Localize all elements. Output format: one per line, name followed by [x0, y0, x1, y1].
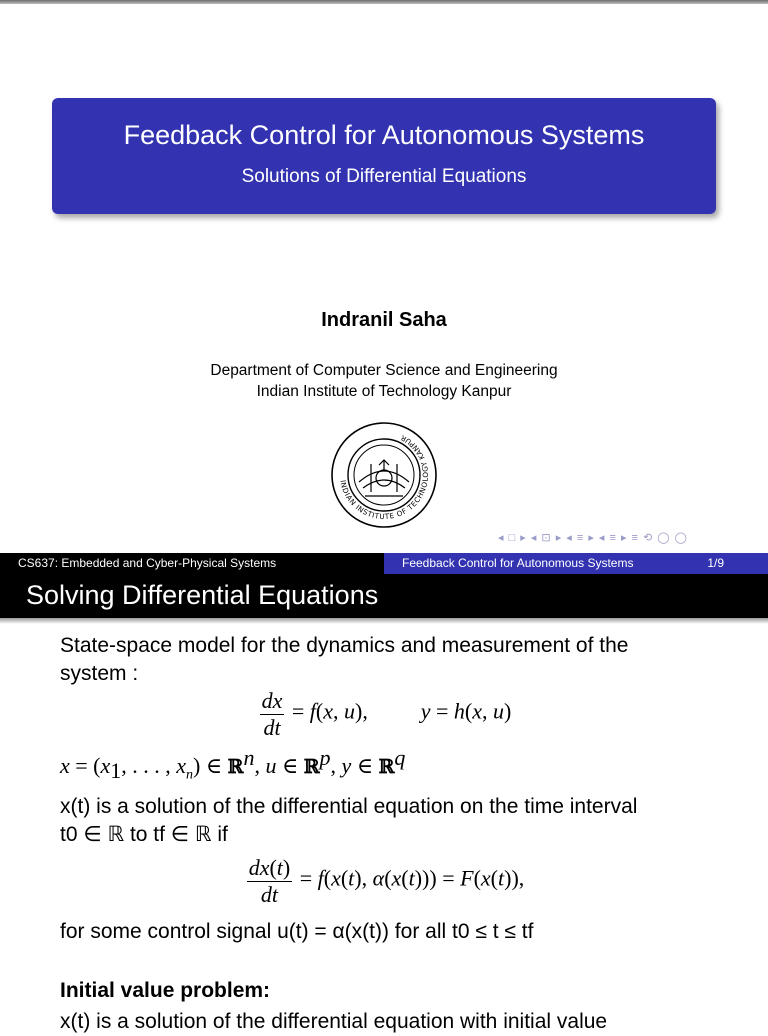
ivp-heading: Initial value problem:	[60, 979, 271, 1002]
frame-title-shadow	[0, 618, 768, 624]
svg-text:INDIAN INSTITUTE OF TECHNOLOGY: INDIAN INSTITUTE OF TECHNOLOGY KANPUR	[338, 433, 431, 522]
iit-kanpur-logo	[329, 420, 439, 530]
institute: Indian Institute of Technology Kanpur	[256, 383, 512, 400]
course-name: CS637: Embedded and Cyber-Physical Systems	[0, 553, 384, 574]
beamer-navigation-bar[interactable]: ◂ □ ▸ ◂ ⊡ ▸ ◂ ≡ ▸ ◂ ≡ ▸ ≡ ⟲ ◯ ◯	[498, 532, 688, 544]
page-number: 1/9	[707, 556, 724, 570]
title-block	[52, 98, 716, 214]
footline-right	[384, 553, 768, 574]
text-line-4: t0 ∈ ℝ to tf ∈ ℝ if	[60, 823, 228, 846]
text-line-6: x(t) is a solution of the differential equation with initial value	[60, 1010, 608, 1033]
author-name: Indranil Saha	[321, 309, 447, 331]
presentation-subtitle: Solutions of Differential Equations	[241, 166, 527, 187]
department: Department of Computer Science and Engineering	[210, 362, 558, 379]
slide-footline	[0, 553, 768, 574]
short-title: Feedback Control for Autonomous Systems	[402, 556, 634, 570]
state-space-equation: $\frac{dx}{dt}$ = f(x, u), y = h(x, u)	[261, 688, 512, 740]
text-line-3: x(t) is a solution of the differential equation on the time interval	[60, 795, 638, 818]
solution-equation: $\frac{dx(t)}{dt}$ = f(x(t), α(x(t))) = F(x(t)),	[248, 855, 525, 907]
domain-equation: $x = (x_1$, . . . , $x_n$) ∈ ℝ$^n$, u ∈ ℝ$^p$, y ∈ ℝ$^q$	[60, 745, 406, 784]
presentation-title: Feedback Control for Autonomous Systems	[123, 120, 645, 150]
frame-title: Solving Differential Equations	[0, 574, 768, 618]
top-divider	[0, 0, 768, 4]
text-line-2: system :	[60, 662, 139, 685]
text-line-1: State-space model for the dynamics and measurement of the	[60, 634, 629, 657]
text-line-5: for some control signal u(t) = α(x(t)) for all t0 ≤ t ≤ tf	[60, 920, 534, 943]
